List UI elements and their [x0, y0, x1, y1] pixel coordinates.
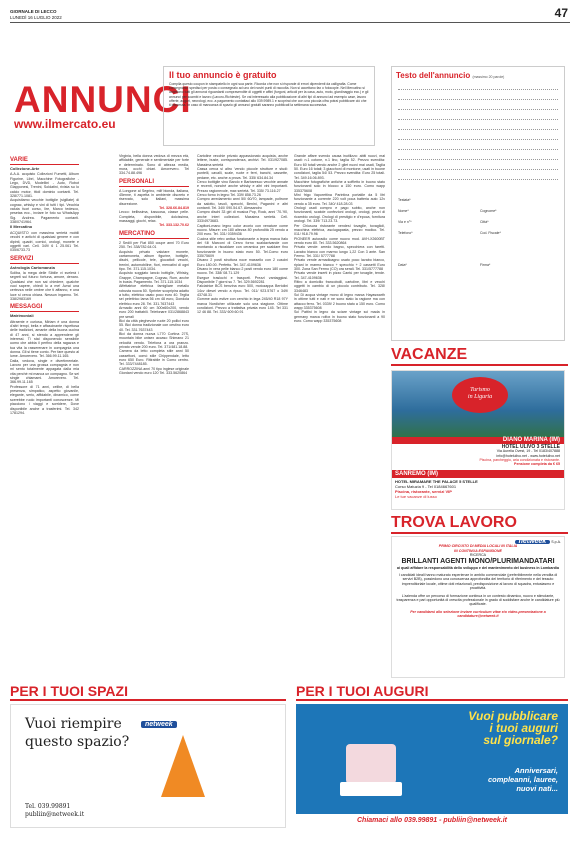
listing-item: Grande affare svendo causa inutilizzo: abiti nuovi, mai usati: n.1 cotone, n.1 lino, taglia 52. Prezzo svendita: Euro 60 totali vendo anche 2 gilet nuovi mai usati, Taglia 50. Euro 16 totali; 3 giacchoni di montone, usati in buone condizioni, taglia 54/ 53. Prezzo svendita: Euro 25 totali. Tel. 349.16.06.893.	[294, 154, 385, 180]
field-cognome[interactable]: Cognome*	[480, 209, 497, 213]
listing-item: Gomme auto estive con cerchio in lega 245/40 R18 97Y marca Nordicher utilizzate solo una stagione. Ottime condizioni. Prezzo a trattativa privata euro 145. Tel 331 12 46 88. Tel. 333/ 609.60.91	[197, 297, 288, 315]
spazi-ad	[10, 704, 286, 828]
listing-item: Cassa cerca si altro 'vendo piccole strutture e studi: puntelli, cavalli, scale, ruote e ferri, banchi, cassette, pedane, etc. anche a prova. Tel. 335/ 634.84.34	[197, 167, 288, 180]
company-suffix: S.p.A.	[551, 540, 561, 544]
vacanze-rule	[391, 364, 568, 366]
spazi-email[interactable]: publiin@netweek.it	[25, 811, 85, 818]
listing-item: Ritiro a domicilio francobolli, cartoline, libri e vecchi oggetti in cambio di un piccolo contributo. Tel. 328/ 3346483	[294, 279, 385, 293]
column-2	[119, 154, 189, 680]
column-1	[10, 154, 79, 680]
auguri-occasion: compleanni, lauree,	[487, 775, 558, 784]
auguri-headline	[468, 710, 558, 746]
auguri-line: Vuoi pubblicare	[468, 709, 558, 723]
listing-item: Esegue traslochi e trasporti. Prezzi vantaggiosi. Disponibile 7 giorni su 7. Tel. 329.5692281	[197, 275, 288, 284]
coupon-line[interactable]	[398, 89, 558, 90]
coupon-note: (massimo 20 parole)	[472, 75, 505, 79]
subsection-astrologia: Astrologia Cartomanzia	[10, 264, 55, 270]
field-firma[interactable]: Firma*	[480, 263, 491, 267]
listing-item: Capitoni-mano legno color avorio con venature come nuovo. Misure: cm 180 altezza 80 profondità 25 vendo a 200 euro. Tel. 331/ 0359436	[197, 223, 288, 237]
listing-item: Lecco: bellissima, lussuosa, classe pelle. Completa, disponibile, dolcissima, massaggi, giochi, relax.	[119, 210, 189, 224]
free-ad-title: Il tuo annuncio è gratuito	[169, 70, 277, 80]
spazi-rule	[10, 699, 286, 701]
field-telefono[interactable]: Telefono*	[398, 231, 413, 235]
listing-item: Professore di 71 anni, celibe, di bella presenza, simpatico, aspetto giovanile, elegante, serio, affidabile, dinamico, come scerebbe ruolo importanti conoscenze. Mi piacciono i viaggi e sorridere, Dove disponibile anche a trasferimi. Tel. 342 1781294.	[10, 384, 79, 415]
listing-item: 2 Sedili per Fiat 850 coupe anni 70 Euro 250. Tel. 338/782.64.01	[119, 240, 189, 250]
listing-item: Per Chiusura ristorante vendesi tovaglie, tovaglioli, macchina elettrica, asciugapasta, prezzo modico. Tel. 011/ 918.79.96	[294, 223, 385, 237]
listing-item: A Longone al Segrino, milf bionda, italiana, 45enne, ti aspetta in ambiente discreto e riservato, solo italiani, massima discrezione.	[119, 188, 189, 206]
header-rule	[10, 22, 570, 23]
spazi-phone: Tel. 039.99891	[25, 803, 71, 810]
listing-item: Privato vende: arredo bagno, specchiera con faretti. Lavabo bianco con marmo lungo 1,22 Con 3 ante. San Fermo. Tel. 331/ 5777788	[294, 245, 385, 258]
listing-item: Dalia, vedova, single e divertimentale. Lavoro per una grossa compagnia e non mi sento totalmente appagata dalla mia vita perché mi manca un compagno. Se sei single chiamami. Amorevero. Tel. 366.99.11.165	[10, 358, 79, 385]
job-offer: L'azienda offre un percorso di formazione continua in un contesto dinamico, nuovo e stimolante, trasparenza e pari opportunità di crescita professionale in grado di soddisfare anche le candidature più qualificate.	[396, 593, 560, 607]
listing-item: Orologi usati compro e pago subito, anche non funzionanti, scatole confezioni orologi, orologi, pezzi di ricambio orologi. Orologi di prestigio e d'epoca, fornitura orologi. Tel. 339/ 713.23.73.	[294, 206, 385, 224]
field-data[interactable]: Data*	[398, 263, 407, 267]
listing-item: A.A.A. acquisto Collezioni Fumetti, Album Figurine, Libri, Macchine Fotografiche - Lego, DVD, Modellini - Auto, Robot Giapponesi, Trenini, Soldatini, rivista su lo calcio motor, titoli dominio contanti. Tel. 328/771.1081.	[10, 172, 79, 199]
listing-phone: Tel. 328.66.84.819	[159, 206, 189, 211]
auguri-title: PER I TUOI AUGURI	[296, 683, 429, 699]
netweek-logo: netweek	[515, 540, 551, 544]
hotel2-name: HOTEL MIRAMARE THE PALACE 5 STELLE	[395, 479, 478, 484]
hotel2-location: SANREMO (IM)	[392, 470, 564, 478]
coupon-line[interactable]	[398, 109, 558, 110]
listing-item: Cartoline vecchie privato appassionato acquista, anche lettere, buste, corrispondenza, archivi. Tel. 031/927085. Massima serietà	[197, 154, 288, 167]
column-4	[294, 154, 385, 680]
spazi-line: questo spazio?	[25, 734, 130, 750]
auguri-occasion: nuovi nati...	[516, 784, 558, 793]
auguri-occasions	[488, 766, 558, 793]
listing-item: PIONEER autoradio come nuovo mod. AVH-X2600BT vendo euro 80. Tel. 333.5620864	[294, 236, 385, 245]
lavoro-title: TROVA LAVORO	[391, 514, 517, 531]
hotel1-name: HOTEL ULIVO 3 STELLE	[501, 444, 560, 450]
section-servizi: SERVIZI	[10, 256, 79, 264]
field-via[interactable]: Via e n°*	[398, 220, 412, 224]
listing-item: Camera da letto completa stile anni 50 cassettoni, comò stile Chippendale, letto euro 650 Euro. Ritirabile in Como centro. Tel. 333/7448185.	[119, 349, 189, 367]
hotel2-features: Piscina, ristorante, servizi VIP	[395, 489, 452, 494]
listing-item: Falciatrice BCS benzina euro 500, motozappa Bertolini 14cv diesel vendo a ripuo. Tel. 011/ 923.5767 o 349/ 43748.31	[197, 284, 288, 297]
listing-item: Attraente e curiosa, Miriam è una donna d'altri tempi, bella e affascinante rispettosa delle tradizioni, amante della buona cucina di 47 anni, si stendo a apprendere gli interessi. Ti stai disponendo sensibile uomo che abbia il perfino della ragazza e tua vita la rasserenare in compagnia una donna. Gli si tiene conto. Per fare questo al lume. Amorevero. Tel. 366.99.11.165.	[10, 319, 79, 359]
listing-item: Privato vende inserti in pizzo Cantù per tovaglie, tende. Tel. 347-4109636	[294, 271, 385, 280]
section-personali: PERSONALI	[119, 179, 189, 187]
free-ad-text: Compila questo coupon in stampatello in ogni sua parte. Ricorda che non si risponde di errori dipendenti da calligrafia. Come consegnarlo: spedisci per posta o consegnalo ad uno dei nostri punti di raccolta. Non si accettano fax o fotocopie. Nel Mercatino si accettano tutti gli annunci riguardanti compravendite di oggetti e affini (furgoni, articoli per la casa, auto, moto, giardinaggio ecc.) e gli annunci per scambi e lavoro (Lavoro-Richieste). Se vai interessato alla pubblicazione di altri tipi di annunci ad esempio case, lavoro offerte, auguri, necrologi, ecc. a pagamento contattaci allo 039.9989.1 e scoprirai che con una piccola cifra potrai pubblicare ciò che ti interessa. In caso di mancanza di spazio gli annunci gratuiti saranno pubblicati la settimana successiva.	[169, 82, 369, 108]
tourism-badge	[452, 377, 508, 413]
tourism-ad	[391, 370, 565, 510]
paper-name: GIORNALE DI LECCO	[10, 9, 57, 14]
masthead	[10, 9, 62, 20]
listing-item: Affettatrice elettrica famigliare metallo robusta nuova 50. Sprinter scopripira adatto a tutto, elettrico usato poco euro 40. Teglia sei pelettrico lama 56 cm 48 euro, Dondola elettrico euro 28. Tel. 331.7637443	[119, 284, 189, 306]
section-title: ANNUNCI	[14, 79, 192, 120]
job-headline: PRIMO CIRCUITO DI MEDIA LOCALI IN ITALIA	[438, 544, 518, 549]
netweek-logo-text: netweek	[141, 721, 177, 728]
job-ad	[391, 536, 565, 678]
auguri-line: sul giornale?	[483, 733, 558, 747]
hotel2-slogan: Le tue vacanze di lusso	[395, 494, 437, 499]
listing-item: Compro dischi 33 giri di musica Pop, Rock, anni '70-'90, anche interi collezioni. Massima serietà. Cell. 333/4973683.	[197, 210, 288, 224]
spazi-headline	[25, 715, 129, 751]
hotel1-info	[479, 445, 560, 466]
traffic-cone-icon	[161, 735, 205, 797]
listing-phone: Tel. 333.132.70.62	[159, 223, 189, 228]
coupon-line[interactable]	[398, 179, 558, 180]
listing-item: Virginia, bella donna vedova di mezza età, affidabile, generale e sentimentale per forte e determinato. Sono di altezza media, mora, occhi chiari. Amorevero. Tel 334.74.88.496	[119, 154, 189, 176]
coupon-line[interactable]	[398, 139, 558, 140]
issue-date: LUNEDÌ 16 LUGLIO 2022	[10, 14, 62, 20]
listing-item: Acquisto privato valutare monete, cartamoneta, album figurine, bottiglie, dischi, pellicole, tele, giocattoli vecchi, trenini, automobiline, fiori, mercatini di ogni tipo. Tel. 371.115.1034.	[119, 249, 189, 271]
listing-item: Cerco bottiglie vino Barolo e Barbaresco vecchie annate e recenti, nonché anche whisky e altri vini importanti. Prezzo ragionevole, max serietà. Tel. 335/ 73.116.27	[197, 180, 288, 193]
subsection-collezione: Collezione-Arte	[10, 166, 40, 171]
hotel1-price: Pensione completa da € 65	[514, 462, 560, 467]
spazi-line: Vuoi riempire	[25, 716, 122, 732]
listing-item: Bici da donna nuova L770 Cortina 27S, mountain bike unisex accaso Shimano 21 velocità vendo. Telefona a ora pranzo. privato vende 200 euro. Tel. 371/481.18.88.	[119, 332, 189, 350]
listing-item: Divano 2 posti struttura noce massello con 2 cuscini Euro 180.00. Perfetto. Tel. 347-4109636	[197, 258, 288, 267]
listing-item: Macchine fotografiche antiche a soffietto in buono stato funzionanti solo in blocco a 150 euro. Como wapp 335375608	[294, 180, 385, 193]
badge-line: in Liguria	[467, 394, 493, 400]
listing-item: Cucina stile retro antica funzionante a legna marca Italo dei f.lli Marconi di Cervo forno scaldavivande con montando a riscaldare con ceramica per scaldare fino funzionante in buono stato euro 50. Tel.Como euro 335/75609	[197, 236, 288, 258]
spazi-title: PER I TUOI SPAZI	[10, 683, 128, 699]
coupon-line[interactable]	[398, 159, 558, 160]
listing-item: Soliba, la mega delle Sibille vi svelerà i segreti sul futuro: fortuna, amore, denaro. Qualsiasi che non sai chiedere, qualche vuoi sapere, chiedi lo a me! Avrai una certezza nelle ombre che ti affanno, e una luce si cerca chiara. Nessun inganno. Tel. 338/2983169	[10, 270, 79, 301]
listing-item: CARROZZINA anni 70 tipo inglese originale Giordani vendo euro 120 Tel. 333.5620864	[119, 366, 189, 376]
field-testata[interactable]: Testata*	[398, 198, 411, 202]
listing-item: ACQUISTO con massima serietà mobili vecchi e antichi di qualsiasi genere e con dipinti, quadri, cornici, orologi, monete e oggetti vari. Cell. 349/ 6 1 25.061 Tel. 035/6733.73	[10, 230, 79, 253]
listing-item: Compro arredamento anni 50/ 60/70, lampade, poltrone da salotto, tavoli, specchi, Benini, Paganini e altri contanti. Tel. 340/ 090.54.67. Alessandro	[197, 197, 288, 211]
cake-icon	[346, 744, 396, 784]
hotel1-location: DIANO MARINA (IM)	[392, 437, 564, 444]
listing-item: Acquisto soggiato lancio bottiglie, Whisky, Grappe, Champagne, Cognac, Rum, anche in busta. Pagamento. Tel. 371.115.1034	[119, 271, 189, 284]
cake-plate-icon	[340, 782, 402, 796]
job-seeks: RICERCA	[469, 553, 487, 558]
site-link[interactable]: www.ilmercato.eu	[14, 117, 116, 131]
job-profile: I candidati ideali hanno maturato esperienze in ambito commerciale (preferibilmente nella vendita di servizi B2B), possiedono una conoscenza approfondita del territorio di riferimento e del tessuto imprenditoriale locale, ottime doti relazionali, predisposizione al lavoro di squadra, entusiasmo e proattività.	[398, 573, 558, 591]
job-mission: ai quali affidare la responsabilità dello sviluppo e del mantenimento del business in Lombardia	[397, 565, 559, 570]
page-number: 47	[554, 6, 568, 20]
coupon-line[interactable]	[398, 119, 558, 120]
listing-item: Acquistiamo vecchie bottiglie (sigillate) di cognac, whisky e vini di tutti i tipi. Vecchia valuta fuori corso, lire, Marco tedesco, pesetas ecc., inviare le foto su WhatsApp Sig. Andrea. Pagamento contanti. 338/0741964.	[10, 198, 79, 225]
coupon-line[interactable]	[398, 149, 558, 150]
section-messaggi: MESSAGGI	[10, 304, 79, 312]
listing-item: Sci Di acqua vintage mono di legno marca Hayaswarth in ottime tutti e nati e ne sono stato la ragione ma con attacco ferro. Tel. 0339/ 2 buono stato a 150 euro. Como wapp 335375608	[294, 293, 385, 311]
lavoro-rule	[391, 532, 568, 534]
field-cod-fiscale[interactable]: Cod. Fiscale*	[480, 231, 501, 235]
coupon-title-text: Testo dell'annuncio	[396, 71, 471, 80]
vacanze-title: VACANZE	[391, 346, 468, 363]
subsection-mercatino: Il Mercatino	[10, 224, 33, 230]
spazi-contacts	[25, 803, 84, 819]
auguri-rule	[296, 699, 568, 701]
coupon-form	[391, 66, 565, 341]
coupon-line[interactable]	[398, 169, 558, 170]
section-varie: VARIE	[10, 157, 79, 165]
auguri-line: i tuoi auguri	[489, 721, 558, 735]
subsection-matrimoniali: Matrimoniali	[10, 313, 34, 319]
column-3	[197, 154, 288, 680]
coupon-line[interactable]	[398, 129, 558, 130]
job-apply[interactable]: Per candidarsi allo selezione inviare curriculum vitae e/o video-presentazione a candidature@netweek.it	[410, 609, 546, 619]
hotel2-info	[395, 479, 478, 499]
listing-item: Bici da città pieghevole ruote 20 pollici euro 55. Bici donna tradizionale con cestino euro 40. Tel. 331.7637443	[119, 319, 189, 332]
section-mercatino: MERCATINO	[119, 231, 189, 239]
listing-item: Armadio anni 60 cm 300x60x200, vendo euro 200 trattabili. Telefonare 031/2868843 pre serali	[119, 305, 189, 319]
hotel1-features: Piscina, parcheggio, aria condizionata e ristorante.	[479, 457, 560, 462]
auguri-ad	[296, 704, 568, 828]
badge-line: Turismo	[470, 387, 490, 393]
hotel1-web[interactable]: info@hotelulivo.net - www.hotelulivo.net	[496, 453, 560, 458]
auguri-contact[interactable]: Chiamaci allo 039.99891 - publiin@netweek.it	[296, 814, 568, 828]
listing-item: Mini frigo Vaporettina Parintina portatile da 5 litri funzionante a corrente 220 volt poca batteria auto 12v vendo a 35 euro. Tel. 340/ 418.28.03	[294, 193, 385, 206]
coupon-line[interactable]	[398, 99, 558, 100]
netweek-logo	[141, 713, 177, 731]
job-role: BRILLANTI AGENTI MONO/PLURIMANDATARI	[401, 557, 555, 565]
listing-item: Sci Pattini in legno da sciare vintage sci mada in germany marca rolfox in buono stato funzionanti a 90 euro. Como wapp 335375608	[294, 310, 385, 324]
field-nome[interactable]: Nome*	[398, 209, 409, 213]
hotel2-address: Corso Matuzia 9 - Tel 0184667601	[395, 484, 457, 489]
listing-item: Privato vende armadioagno usato poco lavabo bianco, ripiani in marmo bianco + specchio + 2 cassetti Euro 300. Zona San Fermo (CO) ora serali. Tel. 331/5777788	[294, 258, 385, 271]
free-ad-box	[163, 66, 375, 146]
hotel1-address: Via Aurelia Ovest, 19 - Tel 0183/407888	[496, 449, 560, 454]
auguri-occasion: Anniversari,	[514, 766, 558, 775]
listing-item: Cerco forno in legno Tel. 339/ 858.73.26	[197, 193, 261, 198]
job-headline: IN CONTINUA ESPANSIONE	[454, 548, 502, 553]
coupon-title	[396, 71, 560, 80]
listing-item: Divano in vera pelle bianco 2 posti vendo euro 180 come nuovo. Tel. 338/ 08.71.129	[197, 266, 288, 276]
field-citta[interactable]: Città*	[480, 220, 489, 224]
